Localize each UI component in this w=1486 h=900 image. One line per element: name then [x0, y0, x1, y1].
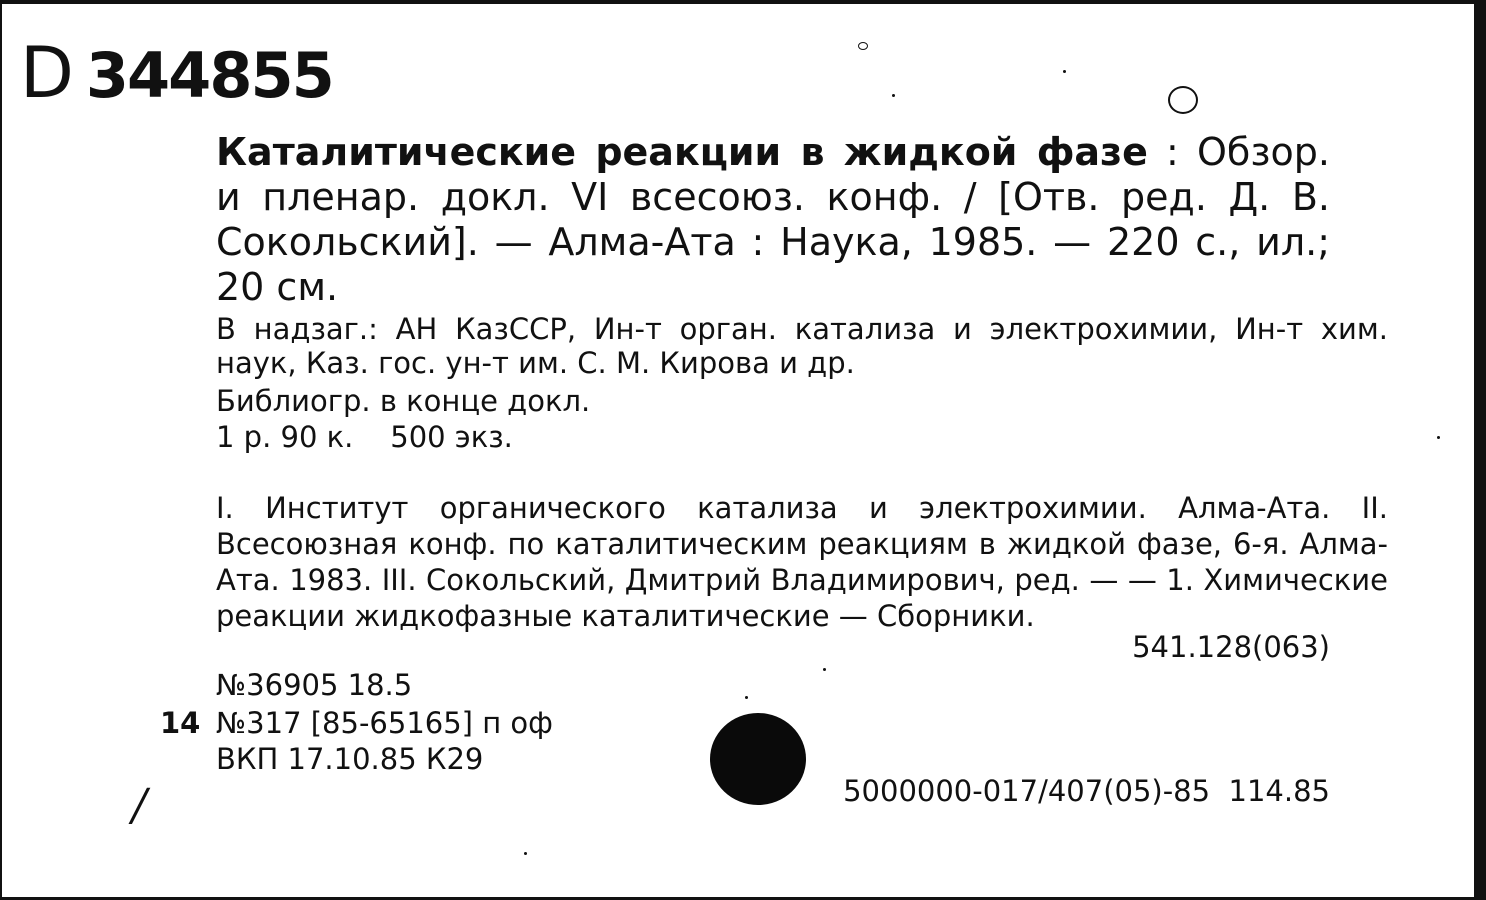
catalog-code	[743, 774, 1331, 808]
udc-index: 541.128(063)	[1132, 630, 1330, 664]
card-edge-shadow	[1474, 0, 1486, 900]
book-title: Каталитические реакции в жидкой фазе	[216, 130, 1148, 174]
tracings: I. Институт органического катализа и электрохимии. Алма-Ата. II. Всесоюзная конф. по каталитическим реакциям в жидкой фазе, 6-я. Алма-Ата. 1983. III. Сокольский, Дмитрий Владимирович, ред. — — 1. Химические реакции жидкофазные каталитические — Сборники.	[216, 491, 1388, 633]
ink-dot	[745, 696, 748, 699]
call-letter: D	[20, 32, 72, 114]
note-bibliography: Библиогр. в конце докл.	[216, 384, 591, 418]
order-number: №36905 18.5	[216, 668, 413, 702]
price-print-run: 1 р. 90 к. 500 экз.	[216, 420, 513, 454]
handwritten-mark: /	[132, 780, 147, 831]
ring-mark	[1168, 86, 1198, 114]
call-number	[20, 32, 333, 114]
ink-dot	[892, 94, 895, 97]
printing-order: №317 [85-65165] п оф	[216, 706, 553, 740]
page-number: 14	[160, 706, 201, 740]
ink-dot	[524, 852, 527, 855]
printing-date: ВКП 17.10.85 К29	[216, 742, 484, 776]
code-number: 5000000-017/407(05)-85 114.85	[843, 774, 1330, 808]
description-text: : Обзор. и пленар. докл. VI всесоюз. конф. / [Отв. ред. Д. В. Сокольский]. — Алма-Ата : Наука, 1985. — 220 с., ил.; 20 см.	[216, 130, 1330, 309]
ink-dot	[1437, 436, 1440, 439]
bibliographic-description	[158, 130, 1330, 310]
ink-dot	[823, 668, 826, 671]
punch-hole	[710, 713, 806, 805]
ink-speck-mark	[858, 42, 868, 50]
note-authority: В надзаг.: АН КазССР, Ин-т орган. катализа и электрохимии, Ин-т хим. наук, Каз. гос. ун-т им. С. М. Кирова и др.	[216, 312, 1388, 380]
ink-dot	[1063, 70, 1066, 73]
call-number-digits: 344855	[85, 39, 333, 112]
